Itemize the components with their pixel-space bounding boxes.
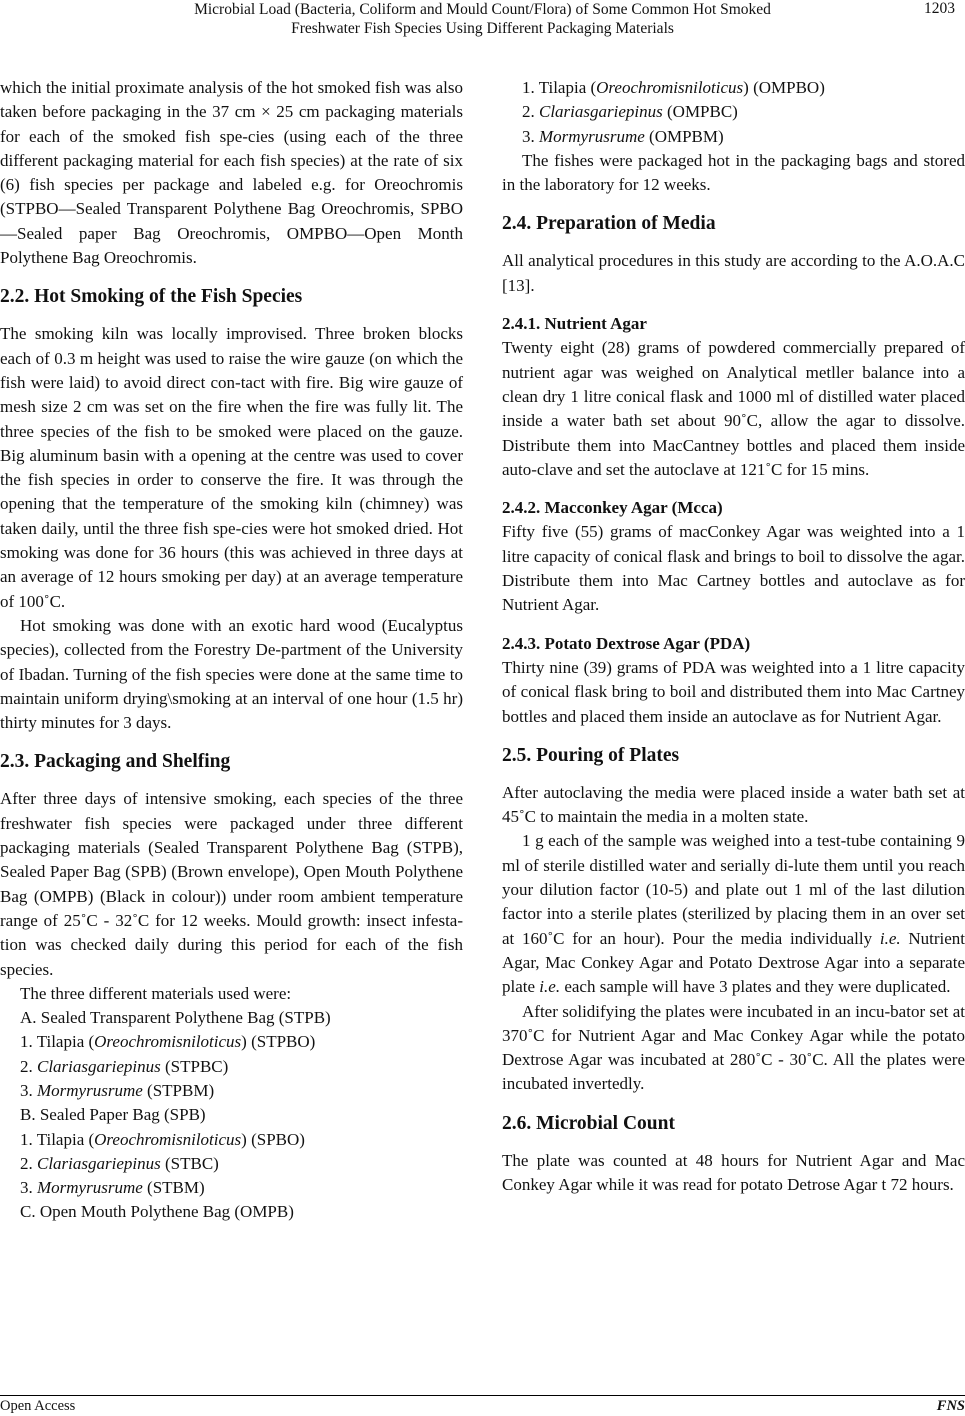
- paragraph-smoking-2: Hot smoking was done with an exotic hard wood (Eucalyptus species), collected from the Forestry De-partment of the University of Ibadan. Turning of the fish species were done at the same time to maintain uniform drying\smoking at an interval of one hour (1.5 hr) thirty minutes for 3 days.: [0, 615, 463, 733]
- paragraph-stored: The fishes were packaged hot in the packaging bags and stored in the laboratory for 12 weeks.: [502, 150, 965, 195]
- list-item: 2. Clariasgariepinus (OMPBC): [522, 102, 738, 122]
- paragraph-pouring-3: After solidifying the plates were incubated in an incu-bator set at 370˚C for Nutrient Agar and Mac Conkey Agar while the potato Dextrose Agar was incubated at 280˚C - 30˚C. All the plates were incubated invertedly.: [502, 1001, 965, 1094]
- list-item: 1. Tilapia (Oreochromisniloticus) (OMPBO): [522, 78, 825, 97]
- group-a-title: A. Sealed Transparent Polythene Bag (STPB): [20, 1008, 331, 1028]
- heading-2-4: 2.4. Preparation of Media: [502, 213, 716, 235]
- heading-2-3: 2.3. Packaging and Shelfing: [0, 751, 231, 773]
- page-number: 1203: [924, 0, 955, 17]
- paragraph-pouring-2: 1 g each of the sample was weighed into a test-tube containing 9 ml of sterile distilled water and serially di-lute them until you reach your dilution factor (10-5) and plate out 1 ml of the last dilution factor into a sterile plates (sterilized by placing them in an over set at 160˚C for an hour). Pour the media individually i.e. Nutrient Agar, Mac Conkey Agar and Potato Dextrose Agar into a separate plate i.e. each sample will have 3 plates and they were duplicated.: [502, 831, 965, 997]
- paragraph-intro: which the initial proximate analysis of the hot smoked fish was also taken before packaging in the 37 cm × 25 cm packaging materials for each of the smoked fish spe-cies (using each of the three different packaging material for each fish species) at the rate of six (6) fish species per package and labeled e.g. for Oreochromis (STPBO—Sealed Transparent Polythene Bag Oreochromis, SPBO—Sealed paper Bag Oreochromis, OMPBO—Open Month Polythene Bag Oreochromis.: [0, 78, 463, 268]
- paragraph-pouring-1: After autoclaving the media were placed inside a water bath set at 45˚C to maintain the media in a molten state.: [502, 782, 965, 827]
- page-footer: [0, 1395, 965, 1416]
- heading-2-2: 2.2. Hot Smoking of the Fish Species: [0, 286, 303, 308]
- paragraph-media: All analytical procedures in this study are according to the A.O.A.C [13].: [502, 251, 965, 295]
- header-title-line2: Freshwater Fish Species Using Different Packaging Materials: [291, 20, 674, 37]
- header-title-line1: Microbial Load (Bacteria, Coliform and Mould Count/Flora) of Some Common Hot Smoked: [194, 1, 771, 18]
- list-item: 3. Mormyrusrume (STPBM): [20, 1080, 215, 1100]
- paragraph-packaging: After three days of intensive smoking, each species of the three freshwater fish species were packaged under three different packaging materials (Sealed Transparent Polythene Bag (STPB), Sealed Paper Bag (SPB) (Brown envelope), Open Mouth Polythene Bag (OMPB) (Black in colour)) under room ambient temperature range of 25˚C - 32˚C for 12 weeks. Mould growth: insect infesta-tion was checked daily during this period for each of the fish species.: [0, 789, 463, 979]
- left-column: [0, 76, 463, 1225]
- footer-open-access: Open Access: [0, 1398, 76, 1414]
- group-b-title: B. Sealed Paper Bag (SPB): [20, 1105, 206, 1125]
- heading-2-4-3: 2.4.3. Potato Dextrose Agar (PDA): [502, 633, 751, 653]
- list-item: 2. Clariasgariepinus (STPBC): [20, 1056, 229, 1076]
- list-intro: The three different materials used were:: [20, 983, 292, 1003]
- paragraph-microbial-count: The plate was counted at 48 hours for Nutrient Agar and Mac Conkey Agar while it was read for potato Detrose Agar t 72 hours.: [502, 1150, 965, 1194]
- running-header: [0, 0, 965, 48]
- heading-2-5: 2.5. Pouring of Plates: [502, 744, 680, 766]
- group-c-title: C. Open Mouth Polythene Bag (OMPB): [20, 1202, 294, 1222]
- footer-journal-abbrev: FNS: [936, 1398, 965, 1414]
- paragraph-nutrient-agar: Twenty eight (28) grams of powdered commercially prepared of nutrient agar was weighed on Analytical metller balance into a clean dry 1 litre conical flask and 1000 ml of distilled water placed inside a water bath set about 90˚C, allow the agar to dissolve. Distribute them into MacCantney bottles and placed them inside auto-clave and set the autoclave at 121˚C for 15 mins.: [502, 338, 965, 479]
- paragraph-macconkey-agar: Fifty five (55) grams of macConkey Agar was weighted into a 1 litre capacity of conical flask and brings to boil to dissolve the agar. Distribute them into Mac Cartney bottles and autoclave as for Nutrient Agar.: [502, 522, 965, 615]
- list-item: 2. Clariasgariepinus (STBC): [20, 1153, 219, 1173]
- list-item: 3. Mormyrusrume (STBM): [20, 1178, 205, 1198]
- right-column: [502, 76, 965, 1197]
- list-item: 3. Mormyrusrume (OMPBM): [522, 126, 724, 146]
- heading-2-4-1: 2.4.1. Nutrient Agar: [502, 314, 647, 334]
- heading-2-6: 2.6. Microbial Count: [502, 1112, 675, 1134]
- paragraph-smoking-1: The smoking kiln was locally improvised. Three broken blocks each of 0.3 m height was used to raise the wire gauze (on which the fish were laid) to avoid direct con-tact with fire. Big wire gauze of mesh size 2 cm was set on the fire when the fire was fully lit. The three species of the fish to be smoked were placed on the gauze. Big aluminum basin with a opening at the centre was used to cover the fish species in order to conserve the fire. It was through the opening that the temperature of the smoking kiln (chimney) was taken daily, until the three fish spe-cies were hot smoked dried. Hot smoking was done for 36 hours (this was achieved in three days at an average of 12 hours smoking per day) at an average temperature of 100˚C.: [0, 324, 463, 611]
- list-item: 1. Tilapia (Oreochromisniloticus) (STPBO): [20, 1032, 316, 1052]
- list-item: 1. Tilapia (Oreochromisniloticus) (SPBO): [20, 1129, 305, 1149]
- paragraph-potato-dextrose-agar: Thirty nine (39) grams of PDA was weighted into a 1 litre capacity of conical flask bring to boil and distributed them into Mac Cartney bottles and placed them inside an autoclave as for Nutrient Agar.: [502, 657, 965, 726]
- heading-2-4-2: 2.4.2. Macconkey Agar (Mcca): [502, 498, 723, 518]
